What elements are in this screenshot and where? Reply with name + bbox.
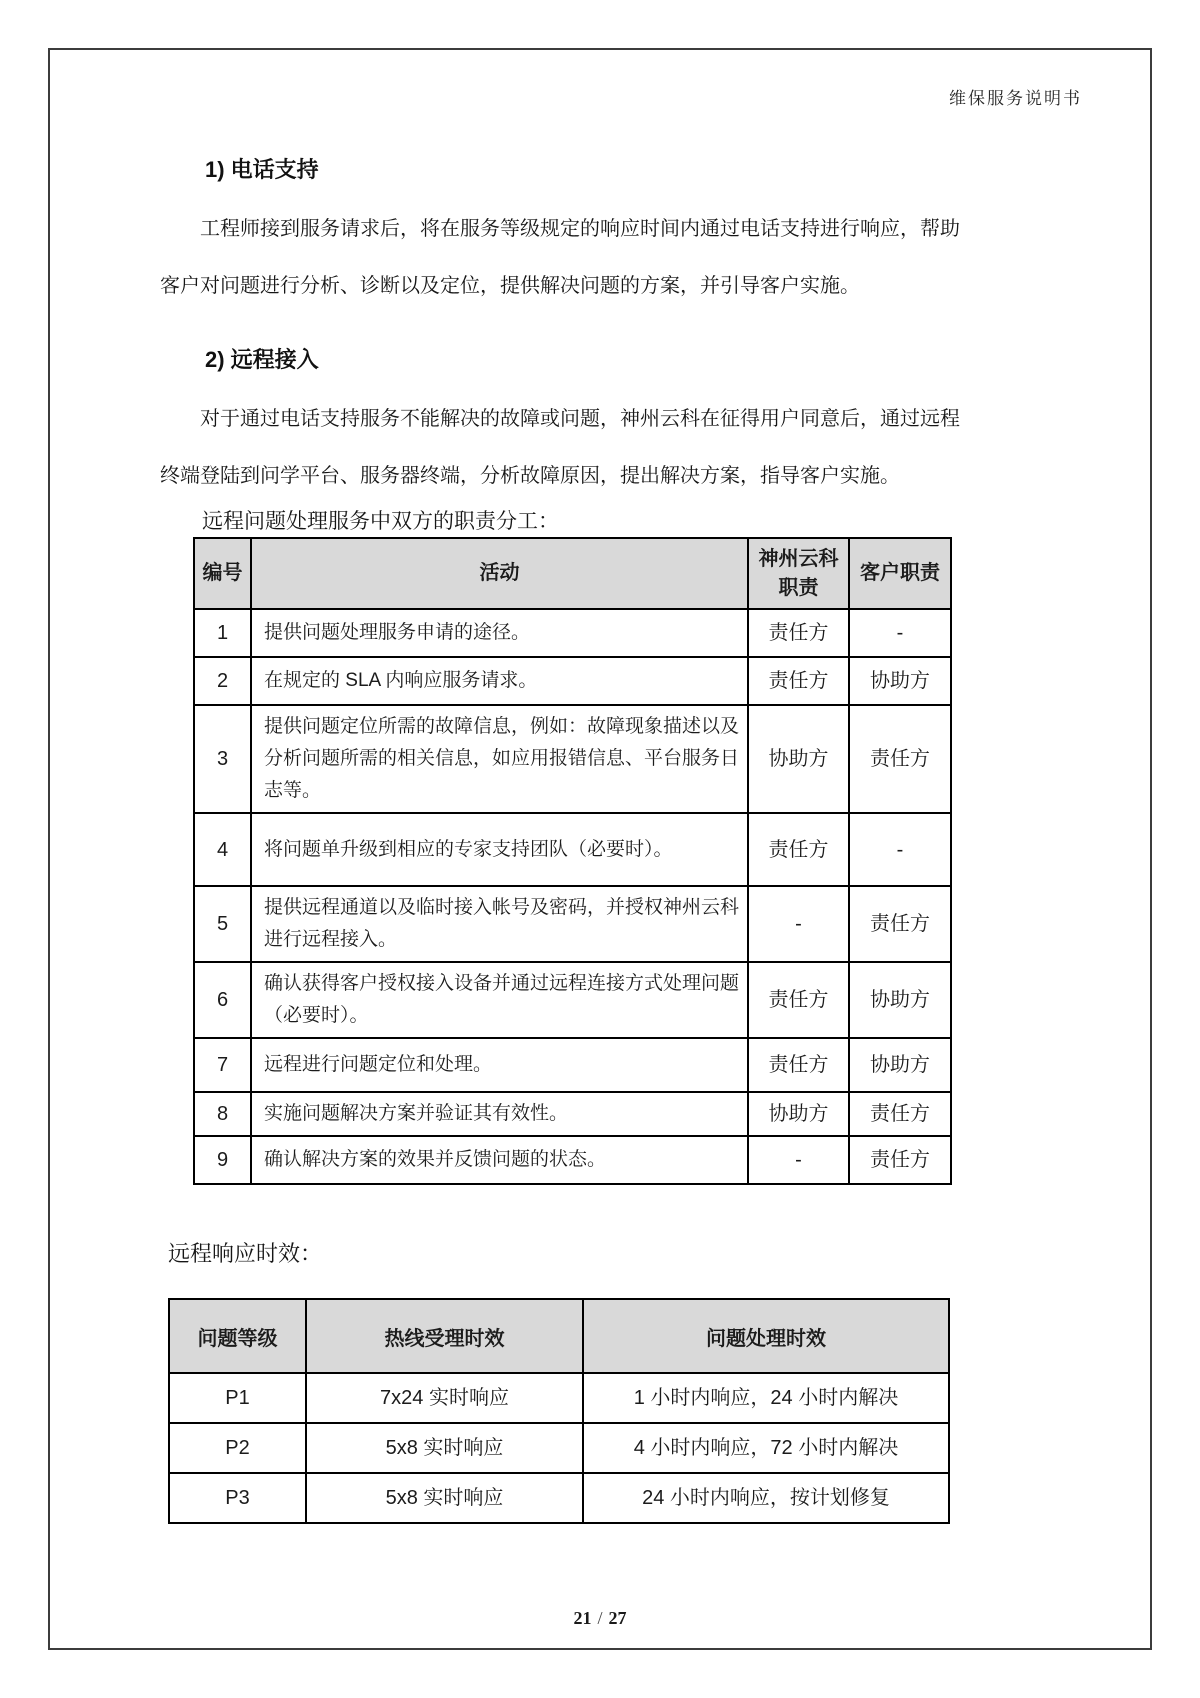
cell-activity: 将问题单升级到相应的专家支持团队（必要时）。 — [251, 813, 748, 886]
sla-row — [169, 1373, 949, 1423]
col-header-hotline-sla: 热线受理时效 — [306, 1299, 583, 1373]
total-pages: 27 — [608, 1608, 627, 1628]
cell-no: 4 — [194, 813, 251, 886]
page-number: 21 — [573, 1608, 592, 1628]
table-row — [194, 609, 951, 657]
cell-customer-role: 责任方 — [849, 1092, 951, 1136]
cell-activity: 确认解决方案的效果并反馈问题的状态。 — [251, 1136, 748, 1184]
col-header-customer-role: 客户职责 — [849, 538, 951, 609]
cell-activity: 提供问题处理服务申请的途径。 — [251, 609, 748, 657]
cell-vendor-role: 责任方 — [748, 1038, 849, 1092]
table-row — [194, 657, 951, 705]
cell-vendor-role: - — [748, 1136, 849, 1184]
table-header-row — [194, 538, 951, 609]
cell-no: 1 — [194, 609, 251, 657]
cell-no: 9 — [194, 1136, 251, 1184]
cell-no: 2 — [194, 657, 251, 705]
col-header-no: 编号 — [194, 538, 251, 609]
section-heading-remote-access: 2) 远程接入 — [205, 347, 319, 372]
sla-header-row — [169, 1299, 949, 1373]
sla-intro-label: 远程响应时效： — [168, 1241, 323, 1266]
cell-customer-role: 责任方 — [849, 1136, 951, 1184]
cell-no: 5 — [194, 886, 251, 962]
cell-customer-role: 协助方 — [849, 962, 951, 1038]
page-separator: / — [597, 1608, 603, 1628]
responsibility-table — [193, 537, 952, 1185]
sla-table — [168, 1298, 950, 1524]
doc-title: 维保服务说明书 — [949, 89, 1082, 108]
cell-customer-role: 协助方 — [849, 1038, 951, 1092]
cell-activity: 确认获得客户授权接入设备并通过远程连接方式处理问题（必要时）。 — [251, 962, 748, 1038]
page-footer — [0, 1608, 1200, 1629]
cell-handling: 24 小时内响应，按计划修复 — [583, 1473, 949, 1523]
cell-vendor-role: 责任方 — [748, 657, 849, 705]
col-header-handling-sla: 问题处理时效 — [583, 1299, 949, 1373]
cell-no: 8 — [194, 1092, 251, 1136]
cell-no: 3 — [194, 705, 251, 813]
cell-activity: 在规定的 SLA 内响应服务请求。 — [251, 657, 748, 705]
table-row — [194, 1136, 951, 1184]
cell-vendor-role: 责任方 — [748, 813, 849, 886]
responsibility-table-intro: 远程问题处理服务中双方的职责分工： — [202, 510, 559, 533]
cell-vendor-role: 责任方 — [748, 962, 849, 1038]
cell-customer-role: 协助方 — [849, 657, 951, 705]
cell-hotline: 5x8 实时响应 — [306, 1473, 583, 1523]
cell-vendor-role: 协助方 — [748, 1092, 849, 1136]
cell-handling: 1 小时内响应，24 小时内解决 — [583, 1373, 949, 1423]
col-header-vendor-role: 神州云科职责 — [748, 538, 849, 609]
cell-customer-role: 责任方 — [849, 886, 951, 962]
remote-access-paragraph: 对于通过电话支持服务不能解决的故障或问题，神州云科在征得用户同意后，通过远程终端登陆到问学平台、服务器终端，分析故障原因，提出解决方案，指导客户实施。 — [160, 408, 960, 487]
cell-hotline: 7x24 实时响应 — [306, 1373, 583, 1423]
table-row — [194, 962, 951, 1038]
table-row — [194, 705, 951, 813]
cell-vendor-role: 协助方 — [748, 705, 849, 813]
table-row — [194, 813, 951, 886]
cell-activity: 提供问题定位所需的故障信息，例如：故障现象描述以及分析问题所需的相关信息，如应用报错信息、平台服务日志等。 — [251, 705, 748, 813]
cell-handling: 4 小时内响应，72 小时内解决 — [583, 1423, 949, 1473]
cell-customer-role: 责任方 — [849, 705, 951, 813]
cell-level: P1 — [169, 1373, 306, 1423]
cell-customer-role: - — [849, 813, 951, 886]
sla-row — [169, 1473, 949, 1523]
table-row — [194, 1092, 951, 1136]
cell-no: 6 — [194, 962, 251, 1038]
cell-activity: 远程进行问题定位和处理。 — [251, 1038, 748, 1092]
cell-level: P3 — [169, 1473, 306, 1523]
cell-activity: 提供远程通道以及临时接入帐号及密码，并授权神州云科进行远程接入。 — [251, 886, 748, 962]
cell-customer-role: - — [849, 609, 951, 657]
section-heading-phone-support: 1) 电话支持 — [205, 157, 319, 182]
cell-vendor-role: 责任方 — [748, 609, 849, 657]
col-header-problem-level: 问题等级 — [169, 1299, 306, 1373]
table-row — [194, 1038, 951, 1092]
cell-level: P2 — [169, 1423, 306, 1473]
col-header-activity: 活动 — [251, 538, 748, 609]
table-row — [194, 886, 951, 962]
cell-hotline: 5x8 实时响应 — [306, 1423, 583, 1473]
doc-header — [0, 0, 1082, 109]
cell-no: 7 — [194, 1038, 251, 1092]
phone-support-paragraph: 工程师接到服务请求后，将在服务等级规定的响应时间内通过电话支持进行响应，帮助客户对问题进行分析、诊断以及定位，提供解决问题的方案，并引导客户实施。 — [160, 218, 960, 297]
cell-vendor-role: - — [748, 886, 849, 962]
sla-row — [169, 1423, 949, 1473]
cell-activity: 实施问题解决方案并验证其有效性。 — [251, 1092, 748, 1136]
